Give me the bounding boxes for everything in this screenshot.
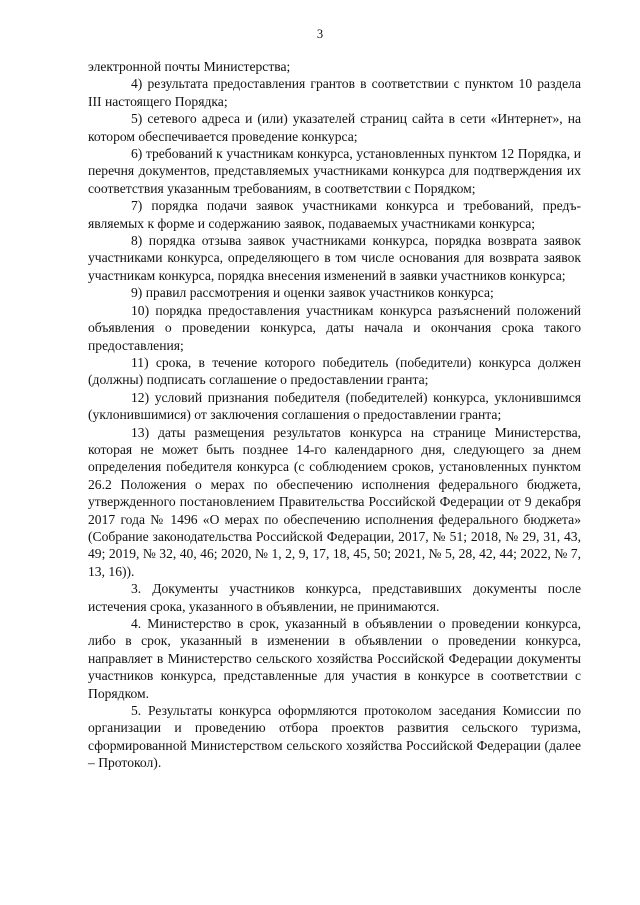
- paragraph-section-5: 5. Результаты конкурса оформляются протоколом заседания Комиссии по организации и проведению отбора проектов развития сельского туризма, сформированной Министерством сельского хозяйства Российской Федерации (далее – Протокол).: [88, 703, 581, 771]
- paragraph-item-8: 8) порядка отзыва заявок участниками конкурса, порядка возврата заявок участниками конкурса, определяющего в том числе основания для возврата заявок участникам конкурса, порядка внесения изменений в заявки участников конкурса;: [88, 233, 581, 283]
- paragraph-item-5: 5) сетевого адреса и (или) указателей страниц сайта в сети «Интернет», на котором обеспечивается проведение конкурса;: [88, 111, 581, 144]
- document-body: [88, 58, 581, 772]
- paragraph-section-4: 4. Министерство в срок, указанный в объявлении о проведении конкурса, либо в срок, указанный в изменении в объявлении о проведении конкурса, направляет в Министерство сельского хозяйства Российской Федерации документы участников конкурса, представленные для участия в конкурсе в соответствии с Порядком.: [88, 616, 581, 701]
- paragraph-continuation: электронной почты Министерства;: [88, 59, 291, 74]
- paragraph-item-11: 11) срока, в течение которого победитель (победители) конкурса должен (должны) подписать соглашение о предоставлении гранта;: [88, 354, 581, 388]
- paragraph-section-3: 3. Документы участников конкурса, представивших документы после истечения срока, указанного в объявлении, не принимаются.: [88, 581, 581, 614]
- paragraph-item-6: 6) требований к участникам конкурса, установленных пунктом 12 Порядка, и перечня документов, представляемых участниками конкурса для подтверждения их соответствия указанным требованиям, в соответствии с Порядком;: [88, 146, 581, 196]
- paragraph-item-9: 9) правил рассмотрения и оценки заявок участников конкурса;: [131, 285, 494, 301]
- paragraph-item-4: 4) результата предоставления грантов в соответствии с пунктом 10 раздела III настоящего Порядка;: [88, 76, 581, 109]
- paragraph-item-12: 12) условий признания победителя (победителей) конкурса, уклонившимся (уклонившимися) от заключения соглашения о предоставлении гранта;: [88, 389, 581, 423]
- paragraph-item-7: 7) порядка подачи заявок участниками конкурса и требований, предъявляемых к форме и содержанию заявок, подаваемых участниками конкурса;: [88, 198, 581, 231]
- paragraph-item-10: 10) порядка предоставления участникам конкурса разъяснений положений объявления о проведении конкурса, даты начала и окончания срока такого предоставления;: [88, 302, 581, 353]
- page-number: 3: [316, 27, 324, 41]
- paragraph-item-13: 13) даты размещения результатов конкурса на странице Министерства, которая не может быть позднее 14-го календарного дня, следующего за днем определения победителя конкурса (с соблюдением сроков, установленных пунктом 26.2 Положения о мерах по обеспечению исполнения федерального бюджета, утвержденного постановлением Правительства Российской Федерации от 9 декабря 2017 года № 1496 «О мерах по обеспечению исполнения федерального бюджета» (Собрание законодательства Российской Федерации, 2017, № 51; 2018, № 29, 31, 43, 49; 2019, № 32, 40, 46; 2020, № 1, 2, 9, 17, 18, 45, 50; 2021, № 5, 28, 42, 44; 2022, № 7, 13, 16)).: [88, 424, 581, 579]
